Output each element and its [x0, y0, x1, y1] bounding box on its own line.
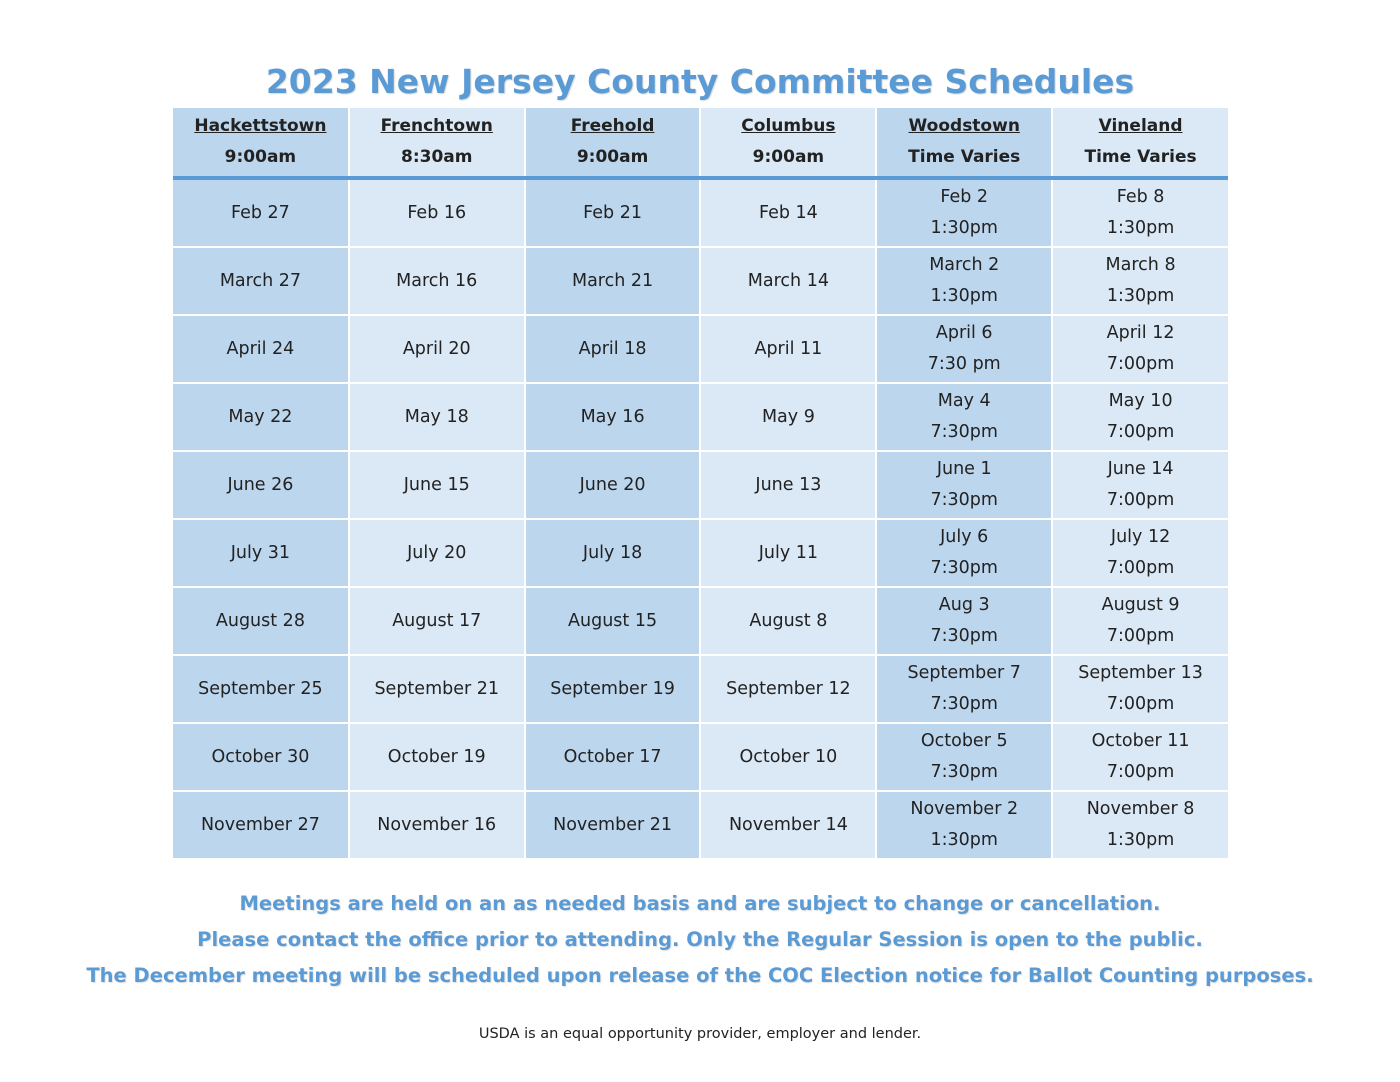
- schedule-cell: [349, 587, 525, 655]
- table-row: [173, 723, 1228, 791]
- meeting-time: 7:30pm: [930, 490, 998, 510]
- meeting-time: 1:30pm: [930, 286, 998, 306]
- meeting-date: April 18: [578, 338, 647, 359]
- meeting-date: June 20: [579, 474, 646, 495]
- meeting-date: August 28: [215, 610, 305, 631]
- schedule-cell: [876, 451, 1052, 519]
- schedule-cell: [876, 655, 1052, 723]
- schedule-cell: [1052, 451, 1228, 519]
- meeting-date: August 17: [392, 610, 482, 631]
- schedule-cell: [876, 383, 1052, 451]
- meeting-time: 8:30am: [401, 147, 473, 167]
- meeting-date: March 21: [571, 270, 654, 291]
- meeting-date: May 4: [937, 391, 991, 411]
- schedule-cell: [349, 723, 525, 791]
- meeting-date: May 16: [580, 406, 645, 427]
- schedule-cell: [173, 587, 349, 655]
- schedule-cell: [525, 519, 701, 587]
- schedule-cell: [700, 723, 876, 791]
- meeting-date: April 6: [935, 323, 993, 343]
- meeting-date: July 31: [230, 542, 291, 563]
- table-row: [173, 383, 1228, 451]
- meeting-date: April 24: [226, 338, 295, 359]
- schedule-cell: [876, 723, 1052, 791]
- footer-text: USDA is an equal opportunity provider, employer and lender.: [478, 1026, 922, 1042]
- schedule-table: [173, 108, 1228, 858]
- town-name: Vineland: [1098, 116, 1183, 136]
- meeting-time: 7:30 pm: [927, 354, 1001, 374]
- schedule-cell: [876, 519, 1052, 587]
- meeting-date: October 10: [739, 746, 838, 767]
- meeting-date: June 26: [227, 474, 294, 495]
- schedule-cell: [876, 791, 1052, 858]
- meeting-date: September 12: [726, 678, 851, 699]
- table-row: [173, 178, 1228, 247]
- meeting-date: Feb 8: [1116, 187, 1165, 207]
- column-header: [876, 108, 1052, 178]
- schedule-cell: [349, 383, 525, 451]
- meeting-time: 7:00pm: [1106, 490, 1175, 510]
- table-row: [173, 315, 1228, 383]
- meeting-date: September 19: [550, 678, 675, 699]
- schedule-cell: [876, 587, 1052, 655]
- schedule-cell: [700, 178, 876, 247]
- schedule-cell: [1052, 383, 1228, 451]
- meeting-date: July 11: [758, 542, 819, 563]
- schedule-cell: [173, 655, 349, 723]
- meeting-date: November 27: [200, 814, 320, 835]
- schedule-cell: [700, 519, 876, 587]
- notes-block: [0, 886, 1400, 994]
- schedule-cell: [525, 315, 701, 383]
- column-header: [349, 108, 525, 178]
- town-name: Hackettstown: [194, 116, 327, 136]
- schedule-cell: [525, 451, 701, 519]
- schedule-cell: [1052, 587, 1228, 655]
- meeting-date: Feb 21: [583, 202, 642, 223]
- table-row: [173, 587, 1228, 655]
- meeting-date: April 12: [1106, 323, 1175, 343]
- header-row: [173, 108, 1228, 178]
- table-row: [173, 655, 1228, 723]
- meeting-time: 7:30pm: [930, 762, 998, 782]
- schedule-cell: [525, 247, 701, 315]
- meeting-date: May 18: [404, 406, 469, 427]
- schedule-cell: [1052, 519, 1228, 587]
- meeting-date: September 21: [374, 678, 500, 699]
- meeting-date: November 8: [1086, 799, 1195, 819]
- meeting-date: March 8: [1105, 255, 1176, 275]
- meeting-time: 9:00am: [752, 147, 825, 167]
- meeting-time: 1:30pm: [1106, 830, 1175, 850]
- schedule-cell: [700, 587, 876, 655]
- meeting-date: August 8: [749, 610, 828, 631]
- meeting-date: August 15: [568, 610, 658, 631]
- meeting-time: 1:30pm: [1106, 218, 1175, 238]
- meeting-date: June 13: [755, 474, 822, 495]
- meeting-date: Feb 16: [407, 202, 467, 223]
- meeting-date: November 2: [910, 799, 1019, 819]
- meeting-date: March 2: [929, 255, 1000, 275]
- meeting-date: March 27: [219, 270, 301, 291]
- meeting-date: November 14: [728, 814, 848, 835]
- schedule-cell: [700, 383, 876, 451]
- meeting-time: 7:00pm: [1106, 422, 1175, 442]
- schedule-cell: [349, 791, 525, 858]
- schedule-cell: [525, 178, 701, 247]
- schedule-cell: [525, 587, 701, 655]
- schedule-cell: [1052, 655, 1228, 723]
- schedule-cell: [173, 451, 349, 519]
- town-name: Frenchtown: [380, 116, 493, 136]
- meeting-date: May 10: [1108, 391, 1173, 411]
- schedule-cell: [876, 247, 1052, 315]
- meeting-time: Time Varies: [908, 147, 1021, 167]
- schedule-cell: [349, 451, 525, 519]
- schedule-cell: [876, 315, 1052, 383]
- meeting-time: 7:30pm: [930, 694, 998, 714]
- schedule-cell: [173, 383, 349, 451]
- table-row: [173, 791, 1228, 858]
- schedule-cell: [1052, 247, 1228, 315]
- meeting-date: October 11: [1091, 731, 1190, 751]
- meeting-date: July 20: [407, 542, 467, 563]
- meeting-date: October 17: [563, 746, 662, 767]
- schedule-cell: [525, 791, 701, 858]
- meeting-time: 7:00pm: [1106, 694, 1175, 714]
- schedule-cell: [349, 315, 525, 383]
- meeting-date: November 16: [377, 814, 497, 835]
- meeting-time: Time Varies: [1084, 147, 1197, 167]
- meeting-date: May 9: [761, 406, 815, 427]
- table-row: [173, 451, 1228, 519]
- schedule-cell: [700, 315, 876, 383]
- meeting-time: 7:30pm: [930, 558, 998, 578]
- schedule-cell: [700, 247, 876, 315]
- meeting-date: March 14: [747, 270, 829, 291]
- meeting-date: November 21: [553, 814, 672, 835]
- meeting-date: April 11: [754, 338, 823, 359]
- meeting-time: 1:30pm: [930, 218, 998, 238]
- schedule-cell: [173, 178, 349, 247]
- schedule-cell: [1052, 723, 1228, 791]
- meeting-time: 9:00am: [224, 147, 297, 167]
- meeting-date: Feb 27: [231, 202, 290, 223]
- note-line: Meetings are held on an as needed basis and are subject to change or cancellation.: [239, 892, 1161, 915]
- note-line: Please contact the office prior to attending. Only the Regular Session is open to the public.: [197, 928, 1203, 951]
- meeting-time: 7:00pm: [1106, 558, 1175, 578]
- town-name: Freehold: [570, 116, 655, 136]
- meeting-date: Feb 14: [758, 202, 818, 223]
- schedule-cell: [700, 451, 876, 519]
- meeting-date: Feb 2: [940, 187, 989, 207]
- meeting-date: June 14: [1107, 459, 1174, 479]
- meeting-date: March 16: [396, 270, 478, 291]
- schedule-cell: [349, 655, 525, 723]
- schedule-cell: [173, 247, 349, 315]
- page-title: 2023 New Jersey County Committee Schedules: [265, 62, 1135, 101]
- meeting-date: October 30: [211, 746, 310, 767]
- meeting-date: July 12: [1110, 527, 1171, 547]
- meeting-date: September 7: [907, 663, 1021, 683]
- meeting-date: October 19: [387, 746, 486, 767]
- column-header: [1052, 108, 1228, 178]
- schedule-cell: [349, 247, 525, 315]
- meeting-date: July 6: [940, 527, 989, 547]
- meeting-date: April 20: [402, 338, 471, 359]
- schedule-cell: [525, 383, 701, 451]
- meeting-date: July 18: [582, 542, 643, 563]
- meeting-date: May 22: [228, 406, 293, 427]
- meeting-time: 1:30pm: [1106, 286, 1175, 306]
- table-row: [173, 519, 1228, 587]
- column-header: [700, 108, 876, 178]
- column-header: [525, 108, 701, 178]
- schedule-cell: [349, 519, 525, 587]
- schedule-cell: [525, 655, 701, 723]
- schedule-cell: [173, 519, 349, 587]
- meeting-date: Aug 3: [938, 595, 990, 615]
- schedule-cell: [700, 791, 876, 858]
- town-name: Columbus: [741, 116, 836, 136]
- schedule-cell: [700, 655, 876, 723]
- schedule-cell: [173, 791, 349, 858]
- meeting-date: September 13: [1078, 663, 1203, 683]
- schedule-cell: [349, 178, 525, 247]
- schedule-cell: [876, 178, 1052, 247]
- schedule-cell: [1052, 315, 1228, 383]
- meeting-date: June 1: [936, 459, 992, 479]
- meeting-date: August 9: [1101, 595, 1180, 615]
- meeting-time: 7:30pm: [930, 422, 998, 442]
- note-line: The December meeting will be scheduled upon release of the COC Election notice for Ballot Counting purposes.: [86, 964, 1314, 987]
- meeting-date: June 15: [403, 474, 470, 495]
- schedule-cell: [173, 723, 349, 791]
- schedule-body: [173, 178, 1228, 858]
- meeting-time: 1:30pm: [930, 830, 998, 850]
- meeting-date: September 25: [198, 678, 323, 699]
- meeting-time: 7:30pm: [930, 626, 998, 646]
- meeting-time: 7:00pm: [1106, 762, 1175, 782]
- schedule-cell: [1052, 791, 1228, 858]
- meeting-time: 7:00pm: [1106, 626, 1175, 646]
- meeting-date: October 5: [920, 731, 1008, 751]
- meeting-time: 7:00pm: [1106, 354, 1175, 374]
- column-header: [173, 108, 349, 178]
- town-name: Woodstown: [908, 116, 1020, 136]
- meeting-time: 9:00am: [576, 147, 649, 167]
- table-row: [173, 247, 1228, 315]
- schedule-cell: [1052, 178, 1228, 247]
- schedule-cell: [173, 315, 349, 383]
- schedule-cell: [525, 723, 701, 791]
